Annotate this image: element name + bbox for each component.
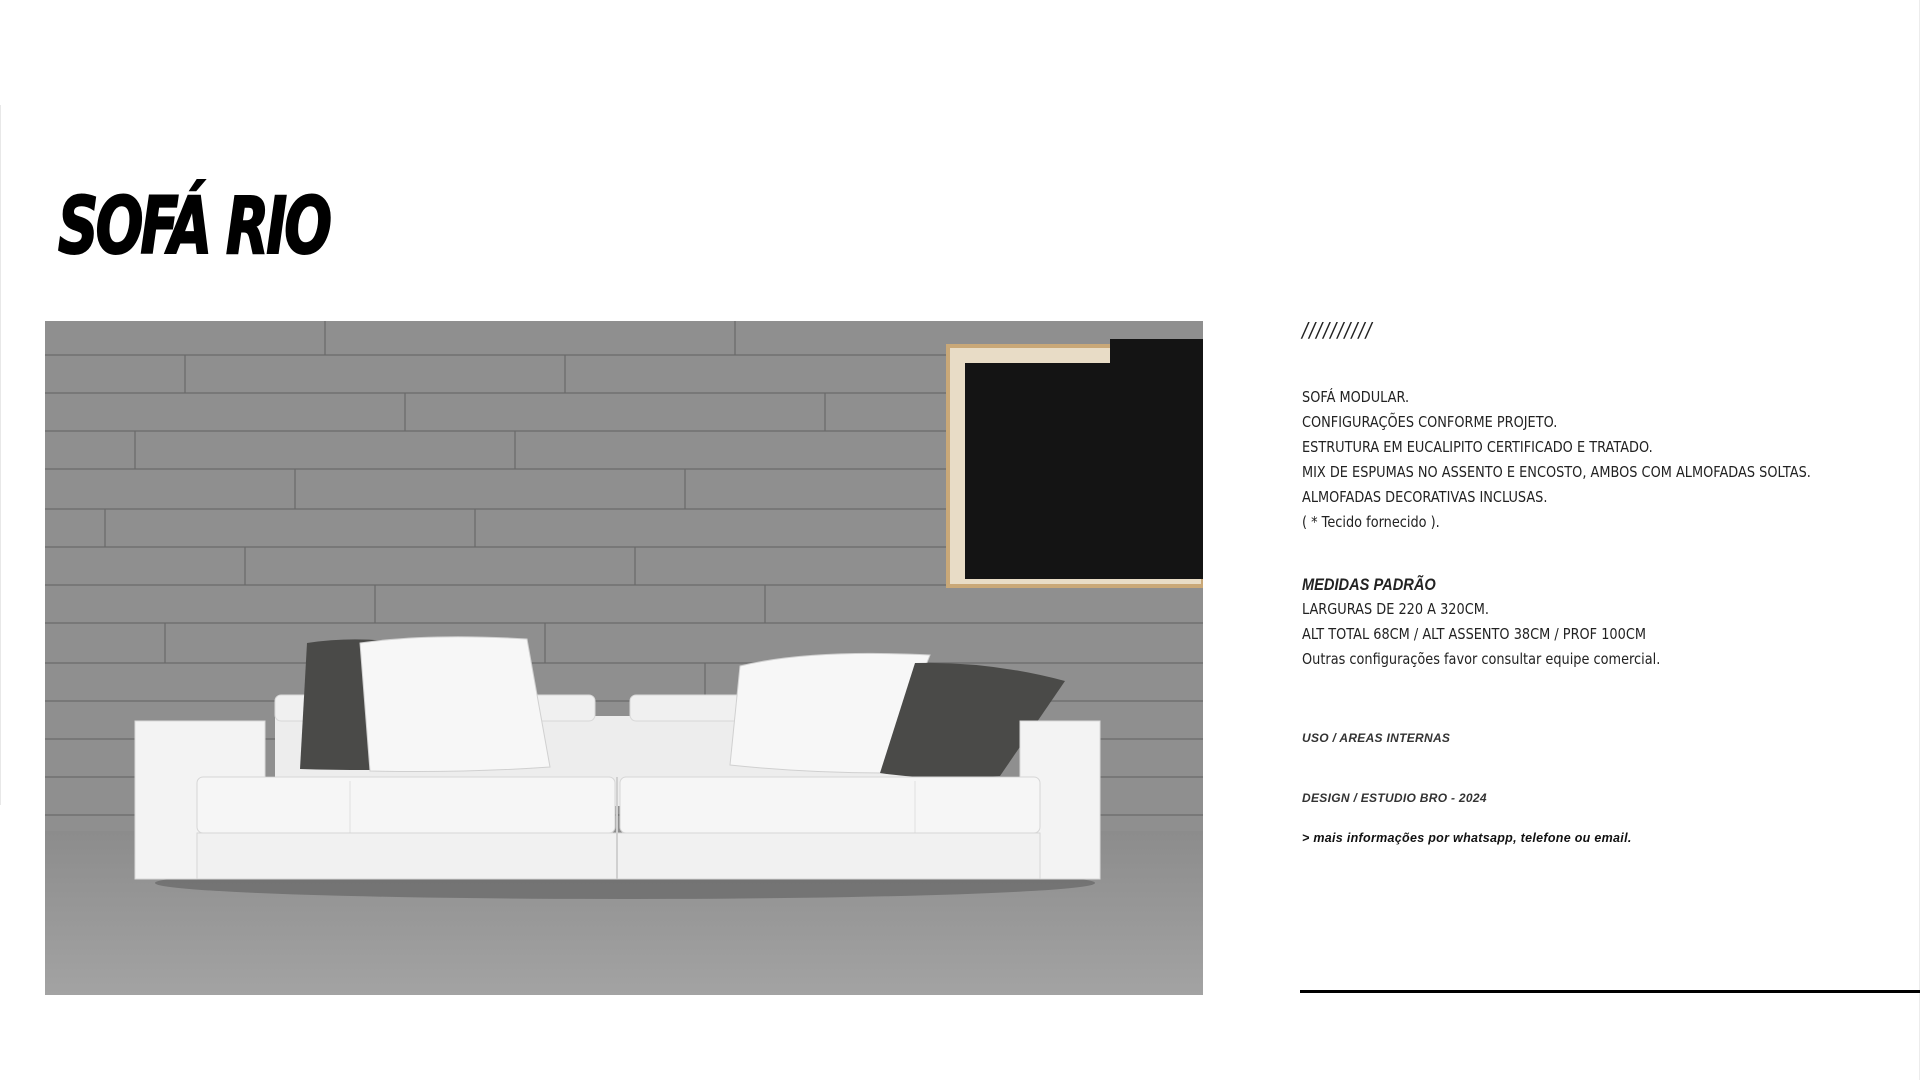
sofa-seat-left xyxy=(197,777,615,833)
sofa-seat-right xyxy=(620,777,1040,833)
sofa-base xyxy=(197,833,1040,879)
product-description xyxy=(1302,385,1811,535)
usage-label: USO / AREAS INTERNAS xyxy=(1302,731,1451,745)
description-line: CONFIGURAÇÕES CONFORME PROJETO. xyxy=(1302,413,1558,431)
product-title: SOFÁ RIO xyxy=(58,182,330,272)
description-line: SOFÁ MODULAR. xyxy=(1302,388,1410,406)
bottom-divider xyxy=(1300,990,1920,993)
more-info-link[interactable]: > mais informações por whatsapp, telefone ou email. xyxy=(1302,831,1632,845)
description-line: MIX DE ESPUMAS NO ASSENTO E ENCOSTO, AMBOS COM ALMOFADAS SOLTAS. xyxy=(1302,463,1811,481)
measures-line: ALT TOTAL 68CM / ALT ASSENTO 38CM / PROF 100CM xyxy=(1302,625,1646,643)
measures-section xyxy=(1302,572,1660,672)
description-line: ALMOFADAS DECORATIVAS INCLUSAS. xyxy=(1302,488,1548,506)
measures-heading: MEDIDAS PADRÃO xyxy=(1302,575,1436,594)
description-line: ( * Tecido fornecido ). xyxy=(1302,513,1440,531)
measures-line: LARGURAS DE 220 A 320CM. xyxy=(1302,600,1489,618)
measures-line: Outras configurações favor consultar equipe comercial. xyxy=(1302,650,1661,668)
description-line: ESTRUTURA EM EUCALIPITO CERTIFICADO E TRATADO. xyxy=(1302,438,1653,456)
edge-line xyxy=(0,105,1,805)
decorative-divider: ////////// xyxy=(1302,318,1373,342)
white-cushion-left xyxy=(360,637,550,772)
product-photo xyxy=(45,321,1203,995)
wall-artwork xyxy=(948,339,1203,586)
design-credit: DESIGN / ESTUDIO BRO - 2024 xyxy=(1302,791,1487,805)
